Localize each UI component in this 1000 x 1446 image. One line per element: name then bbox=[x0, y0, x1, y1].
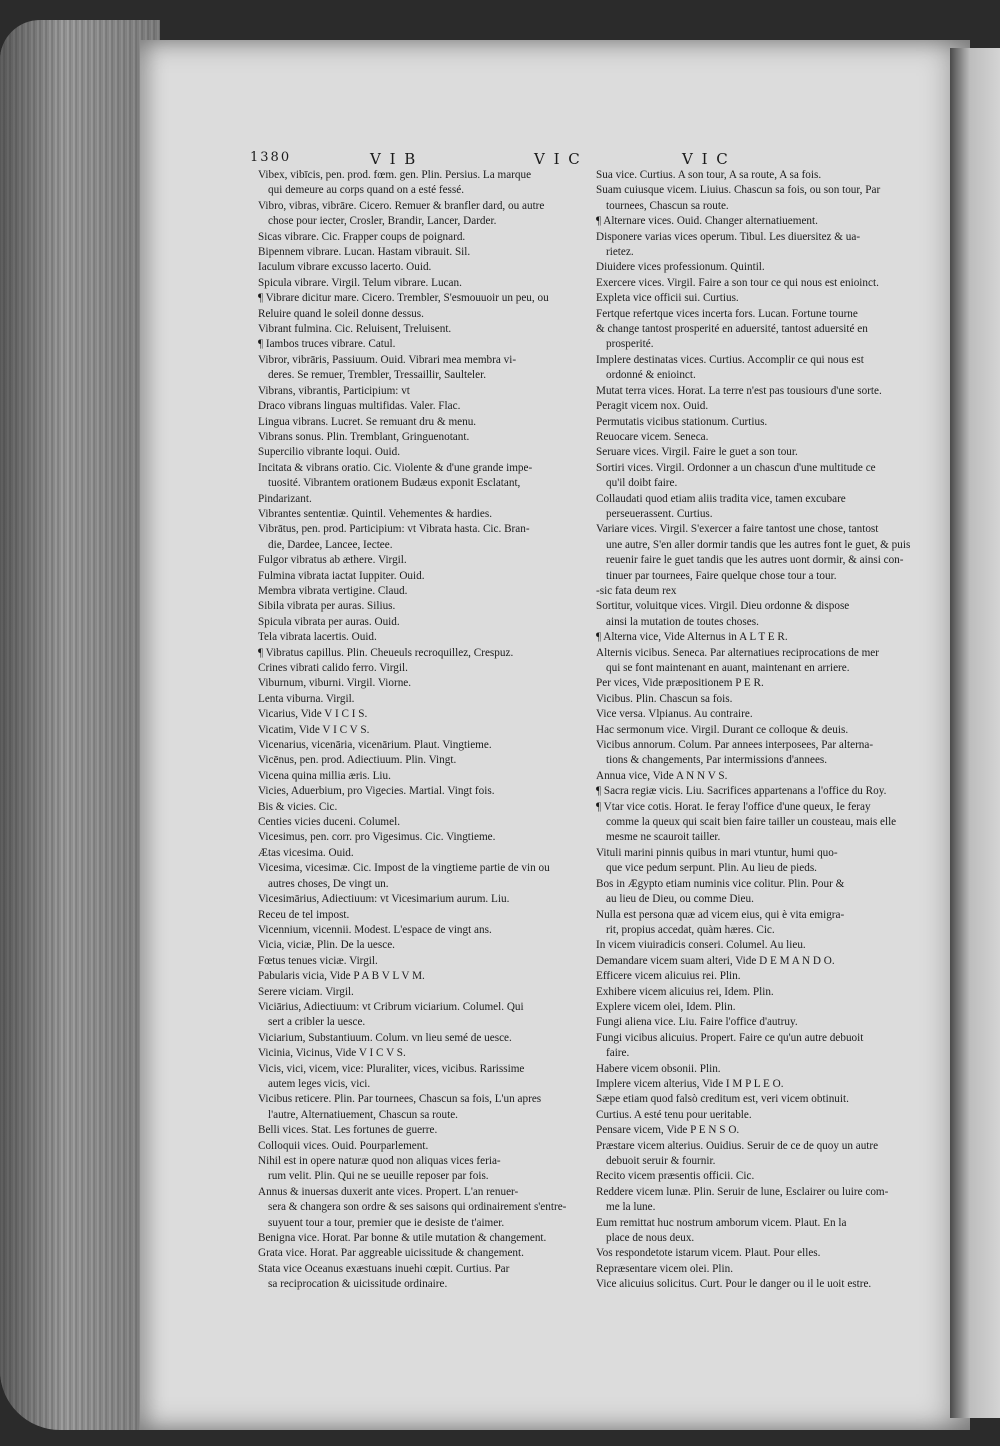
dictionary-line: ¶ Vibratus capillus. Plin. Cheueuls recroquillez, Crespuz. bbox=[258, 646, 514, 659]
dictionary-line: Permutatis vicibus stationum. Curtius. bbox=[596, 415, 768, 428]
dictionary-line: Mutat terra vices. Horat. La terre n'est pas tousiours d'une sorte. bbox=[596, 384, 882, 397]
dictionary-line: Lingua vibrans. Lucret. Se remuant dru & menu. bbox=[258, 415, 477, 428]
dictionary-line: Vicibus. Plin. Chascun sa fois. bbox=[596, 692, 733, 705]
dictionary-line: Vibrantes sententiæ. Quintil. Vehementes & hardies. bbox=[258, 507, 493, 520]
dictionary-line: Fœtus tenues viciæ. Virgil. bbox=[258, 954, 378, 967]
dictionary-line: Fulgor vibratus ab æthere. Virgil. bbox=[258, 554, 407, 567]
dictionary-line: Sibila vibrata per auras. Silius. bbox=[258, 600, 396, 613]
dictionary-line: Vicibus annorum. Colum. Par annees interposees, Par alterna- bbox=[596, 739, 874, 752]
dictionary-line: & change tantost prosperité en aduersité, tantost aduersité en bbox=[596, 323, 868, 336]
dictionary-line: Sortiri vices. Virgil. Ordonner a un chascun d'une multitude ce bbox=[596, 461, 876, 474]
dictionary-line: Viciārius, Adiectiuum: vt Cribrum viciarium. Columel. Qui bbox=[258, 1000, 524, 1013]
dictionary-line: Ætas vicesima. Ouid. bbox=[258, 846, 354, 859]
dictionary-line: tuosité. Vibrantem orationem Budæus exponit Esclatant, bbox=[268, 477, 521, 490]
dictionary-line: Belli vices. Stat. Les fortunes de guerre. bbox=[258, 1124, 438, 1137]
dictionary-line: qui demeure au corps quand on a esté fessé. bbox=[268, 184, 465, 197]
dictionary-line: ¶ Sacra regiæ vicis. Liu. Sacrifices appartenans a l'office du Roy. bbox=[596, 785, 887, 798]
dictionary-line: Peragit vicem nox. Ouid. bbox=[596, 400, 709, 413]
dictionary-line: Reuocare vicem. Seneca. bbox=[596, 430, 709, 443]
dictionary-line: Recito vicem præsentis officii. Cic. bbox=[596, 1170, 755, 1183]
dictionary-line: debuoit seruir & fournir. bbox=[606, 1155, 716, 1167]
dictionary-line: Reluire quand le soleil donne dessus. bbox=[258, 307, 424, 320]
dictionary-line: Seruare vices. Virgil. Faire le guet a son tour. bbox=[596, 446, 798, 459]
dictionary-line: Stata vice Oceanus exæstuans inuehi cœpit. Curtius. Par bbox=[258, 1262, 510, 1275]
dictionary-line: Vibro, vibras, vibrāre. Cicero. Remuer & branfler dard, ou autre bbox=[258, 199, 545, 212]
dictionary-line: Crines vibrati calido ferro. Virgil. bbox=[258, 662, 408, 674]
right-dictionary-column bbox=[596, 168, 912, 1293]
dictionary-line: Eum remittat huc nostrum amborum vicem. Plaut. En la bbox=[596, 1216, 847, 1229]
dictionary-line: Pindarizant. bbox=[258, 492, 312, 505]
dictionary-line: Bis & vicies. Cic. bbox=[258, 800, 338, 813]
dictionary-line: Fungi vicibus alicuius. Propert. Faire ce qu'un autre debuoit bbox=[596, 1031, 864, 1044]
dictionary-line: Collaudati quod etiam aliis tradita vice, tamen excubare bbox=[596, 492, 846, 505]
dictionary-line: Vicesimārius, Adiectiuum: vt Vicesimarium aurum. Liu. bbox=[258, 893, 510, 906]
dictionary-line: Vicibus reticere. Plin. Par tournees, Chascun sa fois, L'un apres bbox=[258, 1093, 542, 1106]
dictionary-line: Vicesima, vicesimæ. Cic. Impost de la vingtieme partie de vin ou bbox=[258, 862, 550, 875]
dictionary-line: tions & changements, Par intermissions d'annees. bbox=[606, 754, 828, 767]
dictionary-line: Fungi aliena vice. Liu. Faire l'office d'autruy. bbox=[596, 1016, 798, 1029]
dictionary-line: Exhibere vicem alicuius rei, Idem. Plin. bbox=[596, 985, 774, 998]
dictionary-line: Vicinia, Vicinus, Vide V I C V S. bbox=[258, 1047, 406, 1060]
dictionary-line: Grata vice. Horat. Par aggreable uicissitude & changement. bbox=[258, 1247, 524, 1260]
dictionary-line: me la lune. bbox=[606, 1201, 656, 1214]
dictionary-line: sa reciprocation & uicissitude ordinaire. bbox=[268, 1278, 448, 1291]
dictionary-line: Spicula vibrata per auras. Ouid. bbox=[258, 615, 400, 628]
dictionary-line: que vice pedum serpunt. Plin. Au lieu de pieds. bbox=[606, 862, 817, 875]
dictionary-line: Receu de tel impost. bbox=[258, 908, 350, 921]
dictionary-line: Serere viciam. Virgil. bbox=[258, 985, 354, 998]
dictionary-line: Centies vicies duceni. Columel. bbox=[258, 816, 400, 829]
dictionary-line: rietez. bbox=[606, 246, 634, 259]
dictionary-line: Pensare vicem, Vide P E N S O. bbox=[596, 1124, 740, 1137]
dictionary-line: Vituli marini pinnis quibus in mari vtuntur, humi quo- bbox=[596, 846, 838, 859]
dictionary-line: Efficere vicem alicuius rei. Plin. bbox=[596, 970, 741, 983]
dictionary-line: Vibror, vibrāris, Passiuum. Ouid. Vibrari mea membra vi- bbox=[258, 353, 517, 366]
dictionary-line: Repræsentare vicem olei. Plin. bbox=[596, 1262, 734, 1275]
dictionary-line: Viburnum, viburni. Virgil. Viorne. bbox=[258, 677, 412, 690]
book-edge-shadow bbox=[0, 20, 160, 1430]
dictionary-line: faire. bbox=[606, 1047, 630, 1060]
dictionary-line: Lenta viburna. Virgil. bbox=[258, 692, 355, 705]
dictionary-line: Vicesimus, pen. corr. pro Vigesimus. Cic. Vingtieme. bbox=[258, 831, 496, 844]
dictionary-line: Alternis vicibus. Seneca. Par alternatiues reciprocations de mer bbox=[596, 646, 880, 659]
dictionary-line: Exercere vices. Virgil. Faire a son tour ce qui nous est enioinct. bbox=[596, 276, 879, 289]
dictionary-line: ¶ Alternare vices. Ouid. Changer alternatiuement. bbox=[596, 215, 818, 228]
dictionary-line: ainsi la mutation de toutes choses. bbox=[606, 615, 759, 628]
dictionary-line: Demandare vicem suam alteri, Vide D E M A N D O. bbox=[596, 954, 835, 967]
dictionary-line: Vicēnus, pen. prod. Adiectiuum. Plin. Vingt. bbox=[258, 754, 457, 767]
dictionary-line: au lieu de Dieu, ou comme Dieu. bbox=[606, 893, 754, 906]
dictionary-line: Fulmina vibrata iactat Iuppiter. Ouid. bbox=[258, 569, 425, 582]
dictionary-line: Curtius. A esté tenu pour ueritable. bbox=[596, 1108, 752, 1121]
dictionary-line: Vicies, Aduerbium, pro Vigecies. Martial. Vingt fois. bbox=[258, 785, 495, 798]
dictionary-line: -sic fata deum rex bbox=[596, 584, 677, 597]
dictionary-line: Disponere varias vices operum. Tibul. Les diuersitez & ua- bbox=[596, 230, 861, 243]
dictionary-line: Vicatim, Vide V I C V S. bbox=[258, 723, 370, 736]
dictionary-line: chose pour iecter, Crosler, Brandir, Lancer, Darder. bbox=[268, 215, 497, 228]
dictionary-line: Vicarius, Vide V I C I S. bbox=[258, 708, 368, 721]
dictionary-line: Iaculum vibrare excusso lacerto. Ouid. bbox=[258, 261, 432, 274]
dictionary-line: deres. Se remuer, Trembler, Tressaillir, Saulteler. bbox=[268, 369, 487, 382]
dictionary-line: place de nous deux. bbox=[606, 1232, 695, 1245]
dictionary-line: Vos respondetote istarum vicem. Plaut. Pour elles. bbox=[596, 1247, 821, 1260]
dictionary-line: qui se font maintenant en auant, maintenant en arriere. bbox=[606, 662, 850, 674]
dictionary-line: autem leges vicis, vici. bbox=[268, 1077, 371, 1090]
dictionary-line: Colloquii vices. Ouid. Pourparlement. bbox=[258, 1139, 429, 1152]
dictionary-line: Tela vibrata lacertis. Ouid. bbox=[258, 631, 377, 644]
dictionary-line: une autre, S'en aller dormir tandis que les autres font le guet, & puis bbox=[606, 538, 911, 551]
dictionary-line: Per vices, Vide præpositionem P E R. bbox=[596, 677, 764, 690]
dictionary-line: In vicem viuiradicis conseri. Columel. Au lieu. bbox=[596, 939, 806, 952]
dictionary-line: tournees, Chascun sa route. bbox=[606, 199, 729, 212]
running-head-vic-1: V I C bbox=[534, 150, 582, 168]
dictionary-line: Spicula vibrare. Virgil. Telum vibrare. Lucan. bbox=[258, 276, 462, 289]
dictionary-line: tinuer par tournees, Faire quelque chose tour a tour. bbox=[606, 569, 837, 582]
facing-page-edge bbox=[950, 48, 1000, 1418]
dictionary-line: rit, propius accedat, quàm hæres. Cic. bbox=[606, 923, 775, 936]
dictionary-line: Vibrans sonus. Plin. Tremblant, Gringuenotant. bbox=[258, 430, 470, 443]
dictionary-line: reuenir faire le guet tandis que les autres uont dormir, & ainsi con- bbox=[606, 554, 904, 567]
dictionary-line: suyuent tour a tour, premier que ie desiste de t'aimer. bbox=[268, 1216, 505, 1229]
dictionary-line: Vicennium, vicennii. Modest. L'espace de vingt ans. bbox=[258, 923, 492, 936]
dictionary-line: qu'il doibt faire. bbox=[606, 477, 678, 490]
dictionary-line: Explere vicem olei, Idem. Plin. bbox=[596, 1000, 736, 1013]
dictionary-line: Hac sermonum vice. Virgil. Durant ce colloque & deuis. bbox=[596, 723, 849, 736]
dictionary-line: Vibex, vibīcis, pen. prod. fœm. gen. Plin. Persius. La marque bbox=[258, 169, 532, 181]
dictionary-line: Sæpe etiam quod falsò creditum est, veri vicem obtinuit. bbox=[596, 1093, 849, 1106]
dictionary-line: Annua vice, Vide A N N V S. bbox=[596, 769, 728, 782]
dictionary-line: ¶ Vtar vice cotis. Horat. Ie feray l'office d'une queux, Ie feray bbox=[596, 800, 871, 813]
dictionary-line: prosperité. bbox=[606, 338, 654, 351]
dictionary-line: Annus & inuersas duxerit ante vices. Propert. L'an renuer- bbox=[258, 1185, 519, 1198]
dictionary-line: Nihil est in opere naturæ quod non aliquas vices feria- bbox=[258, 1155, 501, 1167]
dictionary-line: Sortitur, voluitque vices. Virgil. Dieu ordonne & dispose bbox=[596, 600, 850, 613]
page-number: 1380 bbox=[250, 150, 292, 165]
dictionary-line: Habere vicem obsonii. Plin. bbox=[596, 1062, 721, 1075]
dictionary-line: ¶ Iambos truces vibrare. Catul. bbox=[258, 338, 396, 351]
dictionary-line: Vicis, vici, vicem, vice: Pluraliter, vices, vicibus. Rarissime bbox=[258, 1062, 525, 1075]
dictionary-line: Supercilio vibrante loqui. Ouid. bbox=[258, 446, 400, 459]
dictionary-line: Vice alicuius solicitus. Curt. Pour le danger ou il le uoit estre. bbox=[596, 1278, 872, 1291]
left-dictionary-column bbox=[258, 168, 576, 1293]
dictionary-line: comme la queux qui scait bien faire tailler un cousteau, mais elle bbox=[606, 816, 897, 829]
dictionary-line: rum velit. Plin. Qui ne se ueuille reposer par fois. bbox=[268, 1170, 489, 1183]
dictionary-line: Sicas vibrare. Cic. Frapper coups de poignard. bbox=[258, 230, 466, 243]
dictionary-line: autres choses, De vingt un. bbox=[268, 877, 389, 890]
dictionary-line: Expleta vice officii sui. Curtius. bbox=[596, 292, 739, 305]
dictionary-line: Vicia, viciæ, Plin. De la uesce. bbox=[258, 939, 395, 952]
dictionary-line: Vibrātus, pen. prod. Participium: vt Vibrata hasta. Cic. Bran- bbox=[258, 523, 530, 536]
dictionary-line: Vibrans, vibrantis, Participium: vt bbox=[258, 384, 410, 397]
dictionary-line: Sua vice. Curtius. A son tour, A sa route, A sa fois. bbox=[596, 169, 822, 181]
dictionary-line: die, Dardee, Lancee, Iectee. bbox=[268, 538, 393, 551]
dictionary-line: mesme ne scauroit tailler. bbox=[606, 831, 721, 844]
dictionary-line: Reddere vicem lunæ. Plin. Seruir de lune, Esclairer ou luire com- bbox=[596, 1185, 889, 1198]
dictionary-line: Pabularis vicia, Vide P A B V L V M. bbox=[258, 970, 425, 983]
running-head-vic-2: V I C bbox=[682, 150, 730, 168]
dictionary-line: Variare vices. Virgil. S'exercer a faire tantost une chose, tantost bbox=[596, 523, 879, 536]
dictionary-line: Viciarium, Substantiuum. Colum. vn lieu semé de uesce. bbox=[258, 1031, 512, 1044]
dictionary-line: ¶ Alterna vice, Vide Alternus in A L T E R. bbox=[596, 631, 788, 644]
dictionary-line: Membra vibrata vertigine. Claud. bbox=[258, 584, 408, 597]
dictionary-line: Vice versa. Vlpianus. Au contraire. bbox=[596, 708, 753, 721]
dictionary-line: perseuerassent. Curtius. bbox=[606, 507, 713, 520]
dictionary-line: Vibrant fulmina. Cic. Reluisent, Treluisent. bbox=[258, 323, 452, 336]
dictionary-line: Nulla est persona quæ ad vicem eius, qui è vita emigra- bbox=[596, 908, 845, 921]
dictionary-line: Præstare vicem alterius. Ouidius. Seruir de ce de quoy un autre bbox=[596, 1139, 879, 1152]
dictionary-line: l'autre, Alternatiuement, Chascun sa route. bbox=[268, 1108, 458, 1121]
dictionary-line: Incitata & vibrans oratio. Cic. Violente & d'une grande impe- bbox=[258, 461, 533, 474]
dictionary-line: Suam cuiusque vicem. Liuius. Chascun sa fois, ou son tour, Par bbox=[596, 184, 881, 197]
dictionary-line: Implere destinatas vices. Curtius. Accomplir ce qui nous est bbox=[596, 353, 864, 366]
dictionary-line: Fertque refertque vices incerta fors. Lucan. Fortune tourne bbox=[596, 307, 858, 320]
dictionary-line: Vicena quina millia æris. Liu. bbox=[258, 769, 391, 782]
dictionary-line: Draco vibrans linguas multifidas. Valer. Flac. bbox=[258, 400, 461, 413]
dictionary-line: ¶ Vibrare dicitur mare. Cicero. Trembler, S'esmouuoir un peu, ou bbox=[258, 292, 549, 305]
dictionary-line: ordonné & enioinct. bbox=[606, 369, 696, 382]
dictionary-line: Bipennem vibrare. Lucan. Hastam vibrauit. Sil. bbox=[258, 246, 471, 259]
running-head-vib: V I B bbox=[370, 150, 418, 168]
dictionary-line: sert a cribler la uesce. bbox=[268, 1016, 366, 1029]
dictionary-line: Bos in Ægypto etiam numinis vice colitur. Plin. Pour & bbox=[596, 877, 845, 890]
dictionary-line: Benigna vice. Horat. Par bonne & utile mutation & changement. bbox=[258, 1232, 547, 1245]
dictionary-line: sera & changera son ordre & ses saisons qui ordinairement s'entre- bbox=[268, 1201, 567, 1214]
dictionary-line: Implere vicem alterius, Vide I M P L E O. bbox=[596, 1077, 784, 1090]
dictionary-line: Diuidere vices professionum. Quintil. bbox=[596, 261, 765, 274]
dictionary-line: Vicenarius, vicenāria, vicenārium. Plaut. Vingtieme. bbox=[258, 739, 492, 752]
